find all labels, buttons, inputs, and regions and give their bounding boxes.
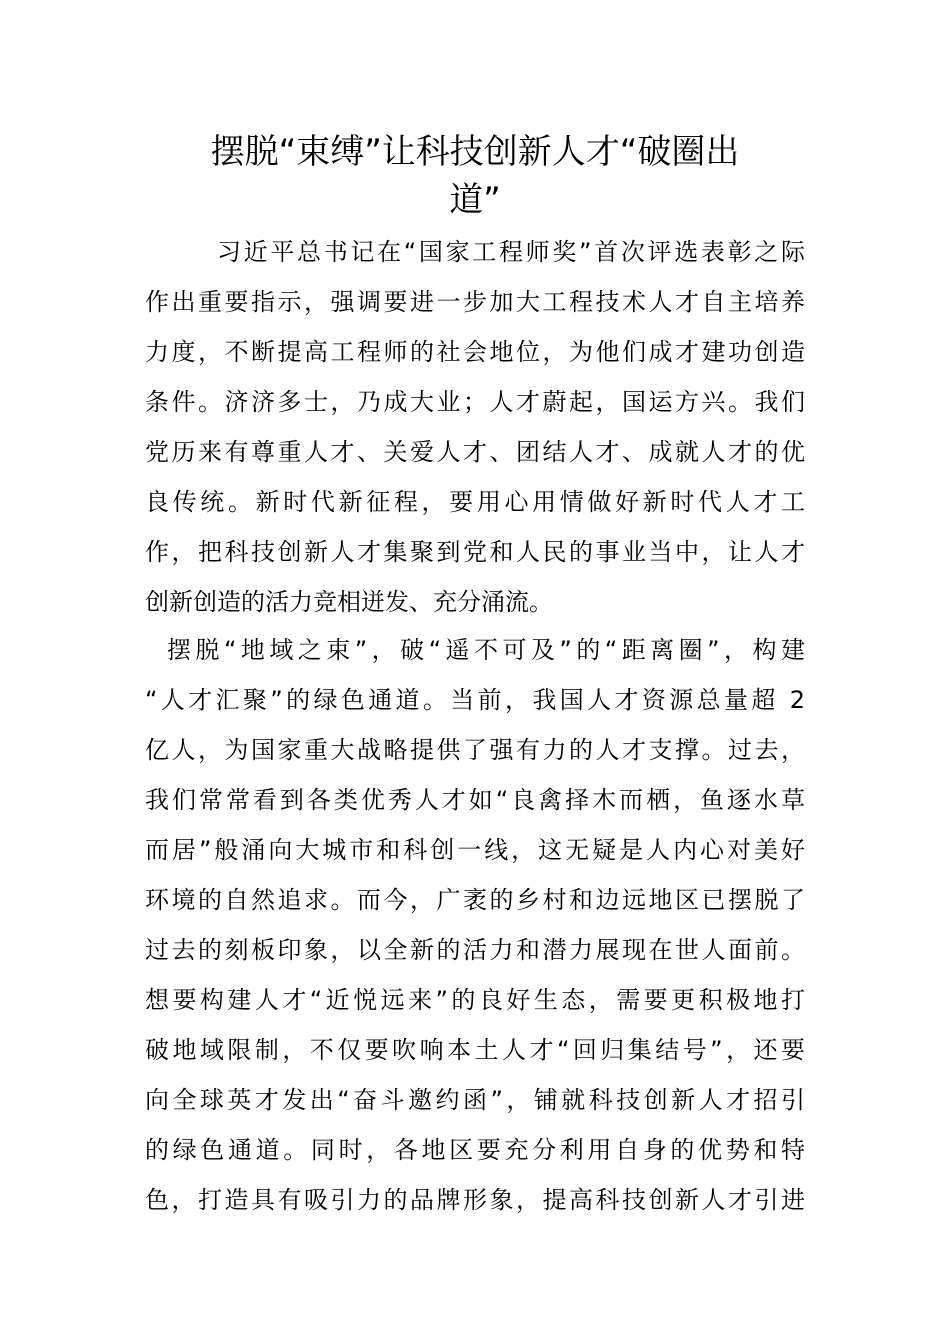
- paragraph-2-line: 而居”般涌向大城市和科创一线，这无疑是人内心对美好: [145, 836, 805, 864]
- paragraph-2-line: 我们常常看到各类优秀人才如“良禽择木而栖，鱼逐水草: [145, 786, 805, 814]
- paragraph-2-line: “人才汇聚”的绿色通道。当前，我国人才资源总量超 2: [145, 686, 805, 714]
- paragraph-2-line: 的绿色通道。同时，各地区要充分利用自身的优势和特: [145, 1136, 805, 1164]
- paragraph-1-line: 党历来有尊重人才、关爱人才、团结人才、成就人才的优: [145, 438, 805, 466]
- paragraph-2-line: 摆脱“地域之束”，破“遥不可及”的“距离圈”，构建: [167, 636, 805, 664]
- paragraph-2-line: 向全球英才发出“奋斗邀约函”，铺就科技创新人才招引: [145, 1086, 805, 1114]
- paragraph-1-line: 作，把科技创新人才集聚到党和人民的事业当中，让人才: [145, 538, 805, 566]
- document-title-line-1: 摆脱“束缚”让科技创新人才“破圈出: [210, 132, 740, 172]
- document-title-line-2: 道”: [449, 180, 501, 220]
- paragraph-2-line: 色，打造具有吸引力的品牌形象，提高科技创新人才引进: [145, 1186, 805, 1214]
- paragraph-2-line: 亿人，为国家重大战略提供了强有力的人才支撑。过去，: [145, 736, 805, 764]
- paragraph-1-line: 创新创造的活力竞相迸发、充分涌流。: [145, 588, 553, 616]
- paragraph-2-line: 想要构建人才“近悦远来”的良好生态，需要更积极地打: [145, 986, 805, 1014]
- paragraph-1-line: 条件。济济多士，乃成大业；人才蔚起，国运方兴。我们: [145, 388, 805, 416]
- paragraph-1-line: 良传统。新时代新征程，要用心用情做好新时代人才工: [145, 488, 805, 516]
- paragraph-1-line: 作出重要指示，强调要进一步加大工程技术人才自主培养: [145, 288, 805, 316]
- paragraph-2-line: 过去的刻板印象，以全新的活力和潜力展现在世人面前。: [145, 936, 805, 964]
- paragraph-2-line: 环境的自然追求。而今，广袤的乡村和边远地区已摆脱了: [145, 886, 805, 914]
- paragraph-2-line: 破地域限制，不仅要吹响本土人才“回归集结号”，还要: [145, 1036, 805, 1064]
- paragraph-1-line: 力度，不断提高工程师的社会地位，为他们成才建功创造: [145, 338, 805, 366]
- paragraph-1-line: 习近平总书记在“国家工程师奖”首次评选表彰之际: [217, 238, 805, 266]
